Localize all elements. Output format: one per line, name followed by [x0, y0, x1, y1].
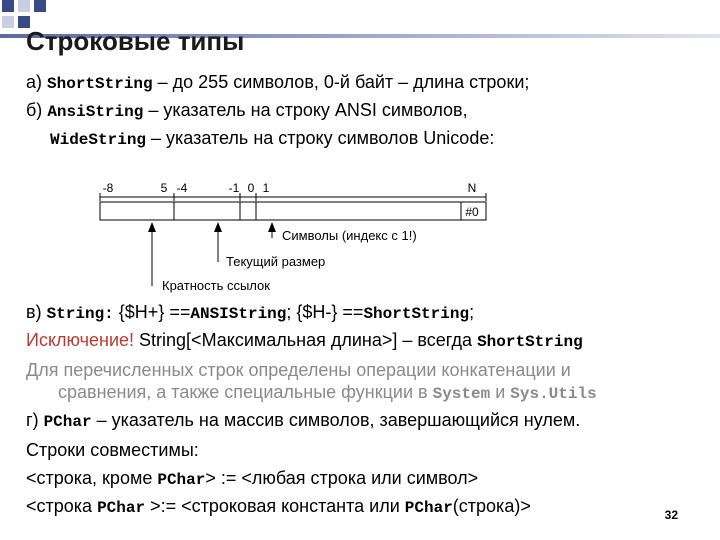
compat-heading: Строки совместимы:: [26, 440, 199, 460]
ref-count-label: Кратность ссылок: [162, 278, 270, 293]
line-a: а) ShortString – до 255 символов, 0-й байт – длина строки;: [26, 72, 530, 93]
tick-label: 0: [247, 181, 255, 195]
tick-label: 1: [262, 181, 270, 195]
line-g: г) PChar – указатель на массив символов, завершающийся нулем.: [26, 410, 581, 431]
tick-label: 5: [160, 181, 168, 195]
compat-line-1: <строка, кроме PChar> := <любая строка или символ>: [26, 468, 479, 489]
tick-label: -8: [102, 181, 114, 195]
line-b1: б) AnsiString – указатель на строку ANSI символов,: [26, 100, 468, 121]
page-title: Строковые типы: [26, 26, 245, 56]
end-marker: #0: [465, 205, 479, 219]
line-b2: WideString – указатель на строку символов Unicode:: [50, 128, 495, 149]
tick-label: N: [467, 181, 477, 195]
compat-line-2: <строка PChar >:= <строковая константа или PChar(строка)>: [26, 496, 531, 517]
tick-label: -1: [228, 181, 240, 195]
line-exception: Исключение! String[<Максимальная длина>] – всегда ShortString: [26, 330, 583, 351]
symbols-label: Символы (индекс с 1!): [282, 228, 417, 243]
tick-label: -4: [176, 181, 188, 195]
line-v: в) String: {$H+} ==ANSIString; {$H-} ==ShortString;: [26, 302, 475, 323]
page-number: 32: [664, 508, 678, 522]
current-size-label: Текущий размер: [226, 254, 326, 269]
note-line-2: сравнения, а также специальные функции в System и Sys.Utils: [58, 382, 597, 403]
string-memory-diagram: [96, 180, 516, 296]
note-line-1: Для перечисленных строк определены операции конкатенации и: [26, 360, 571, 380]
